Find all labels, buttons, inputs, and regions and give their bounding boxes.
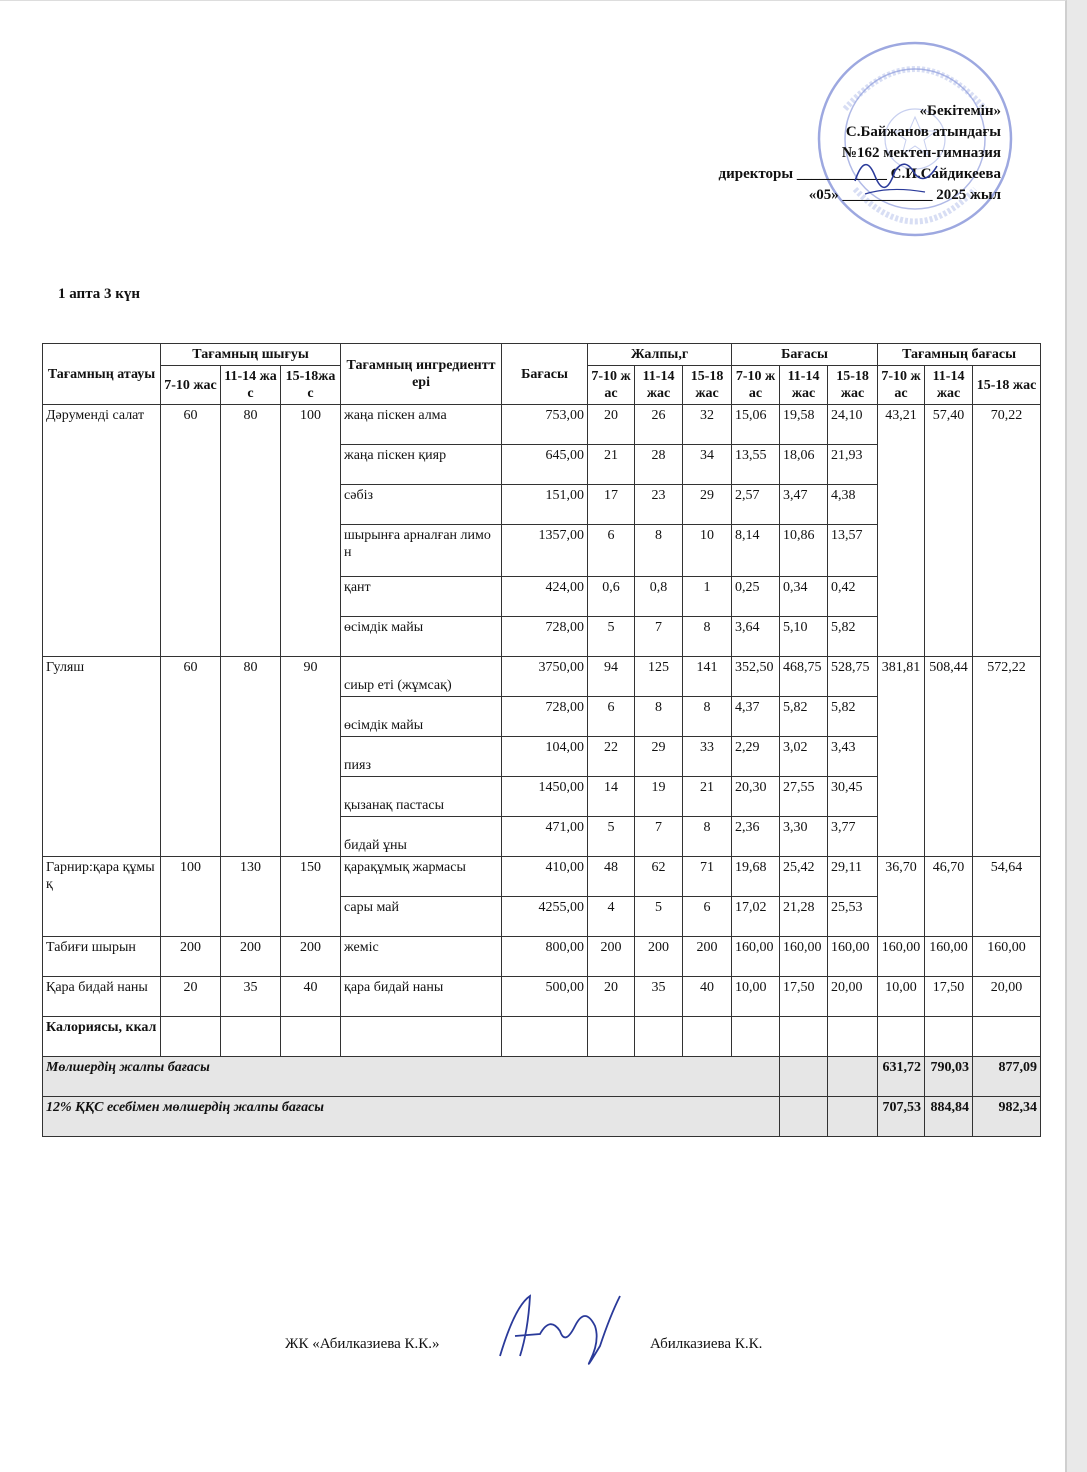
total-value: 877,09 bbox=[973, 1057, 1041, 1097]
dish-total-price: 508,44 bbox=[925, 657, 973, 857]
out-age-header: 11-14 жас bbox=[221, 366, 281, 405]
empty-cell bbox=[221, 1017, 281, 1057]
dish-output: 20 bbox=[161, 977, 221, 1017]
dish-total-price: 70,22 bbox=[973, 405, 1041, 657]
d-age-header: 7-10 жас bbox=[878, 366, 925, 405]
ingredient-cost: 0,42 bbox=[828, 577, 878, 617]
ingredient-cost: 3,30 bbox=[780, 817, 828, 857]
ingredient-cost: 468,75 bbox=[780, 657, 828, 697]
ingredient-price: 4255,00 bbox=[502, 897, 588, 937]
dish-total-price: 17,50 bbox=[925, 977, 973, 1017]
dish-output: 60 bbox=[161, 657, 221, 857]
ingredient-cost: 5,82 bbox=[828, 697, 878, 737]
ingredient-grams: 35 bbox=[635, 977, 683, 1017]
g-age-header: 15-18 жас bbox=[683, 366, 732, 405]
table-row bbox=[43, 857, 1041, 897]
empty-cell bbox=[780, 1097, 828, 1137]
dish-total-price: 36,70 bbox=[878, 857, 925, 937]
ingredient-name: өсімдік майы bbox=[341, 697, 502, 737]
dish-total-price: 160,00 bbox=[973, 937, 1041, 977]
empty-cell bbox=[828, 1097, 878, 1137]
dish-name: Гарнир:қара құмық bbox=[43, 857, 161, 937]
ingredient-grams: 94 bbox=[588, 657, 635, 697]
ingredient-grams: 125 bbox=[635, 657, 683, 697]
ingredient-cost: 160,00 bbox=[828, 937, 878, 977]
ingredient-grams: 10 bbox=[683, 525, 732, 577]
total-label: 12% ҚҚС есебімен мөлшердің жалпы бағасы bbox=[43, 1097, 780, 1137]
col-ingredients: Тағамның ингредиенттері bbox=[341, 344, 502, 405]
col-output: Тағамның шығуы bbox=[161, 344, 341, 366]
ingredient-cost: 8,14 bbox=[732, 525, 780, 577]
ingredient-cost: 10,86 bbox=[780, 525, 828, 577]
empty-cell bbox=[732, 1017, 780, 1057]
ingredient-price: 1357,00 bbox=[502, 525, 588, 577]
col-total-g: Жалпы,г bbox=[588, 344, 732, 366]
ingredient-cost: 10,00 bbox=[732, 977, 780, 1017]
accountant-signature bbox=[490, 1286, 630, 1376]
ingredient-grams: 21 bbox=[588, 445, 635, 485]
dish-output: 60 bbox=[161, 405, 221, 657]
ingredient-price: 728,00 bbox=[502, 697, 588, 737]
empty-cell bbox=[588, 1017, 635, 1057]
ingredient-grams: 6 bbox=[683, 897, 732, 937]
out-age-header: 15-18жас bbox=[281, 366, 341, 405]
dish-total-price: 54,64 bbox=[973, 857, 1041, 937]
ingredient-grams: 26 bbox=[635, 405, 683, 445]
ingredient-name: қара бидай наны bbox=[341, 977, 502, 1017]
ingredient-cost: 18,06 bbox=[780, 445, 828, 485]
ingredient-price: 753,00 bbox=[502, 405, 588, 445]
ingredient-grams: 17 bbox=[588, 485, 635, 525]
ingredient-grams: 0,8 bbox=[635, 577, 683, 617]
ingredient-grams: 1 bbox=[683, 577, 732, 617]
ingredient-grams: 62 bbox=[635, 857, 683, 897]
ingredient-grams: 7 bbox=[635, 617, 683, 657]
ingredient-cost: 3,47 bbox=[780, 485, 828, 525]
menu-table bbox=[42, 343, 1041, 1137]
ingredient-price: 104,00 bbox=[502, 737, 588, 777]
ingredient-price: 800,00 bbox=[502, 937, 588, 977]
p-age-header: 7-10 жас bbox=[732, 366, 780, 405]
ingredient-cost: 13,57 bbox=[828, 525, 878, 577]
total-value: 982,34 bbox=[973, 1097, 1041, 1137]
ingredient-cost: 3,43 bbox=[828, 737, 878, 777]
ingredient-cost: 3,64 bbox=[732, 617, 780, 657]
col-dish-name: Тағамның атауы bbox=[43, 344, 161, 405]
ingredient-grams: 200 bbox=[588, 937, 635, 977]
ingredient-cost: 4,38 bbox=[828, 485, 878, 525]
ingredient-price: 645,00 bbox=[502, 445, 588, 485]
director-signature bbox=[845, 146, 945, 206]
approval-school-number: №162 мектеп-гимназия bbox=[841, 145, 1001, 161]
approval-director: директоры ____________ С.И.Сайдикеева bbox=[718, 166, 1001, 182]
ingredient-grams: 20 bbox=[588, 405, 635, 445]
empty-cell bbox=[828, 1057, 878, 1097]
ingredient-grams: 33 bbox=[683, 737, 732, 777]
total-value: 790,03 bbox=[925, 1057, 973, 1097]
ingredient-cost: 13,55 bbox=[732, 445, 780, 485]
dish-total-price: 10,00 bbox=[878, 977, 925, 1017]
ingredient-grams: 71 bbox=[683, 857, 732, 897]
empty-cell bbox=[828, 1017, 878, 1057]
ingredient-grams: 200 bbox=[683, 937, 732, 977]
dish-total-price: 43,21 bbox=[878, 405, 925, 657]
col-price-group: Бағасы bbox=[732, 344, 878, 366]
ingredient-grams: 8 bbox=[683, 617, 732, 657]
empty-cell bbox=[281, 1017, 341, 1057]
ingredient-cost: 25,42 bbox=[780, 857, 828, 897]
total-value: 707,53 bbox=[878, 1097, 925, 1137]
dish-name: Дәруменді салат bbox=[43, 405, 161, 657]
ingredient-cost: 19,68 bbox=[732, 857, 780, 897]
ingredient-grams: 5 bbox=[588, 817, 635, 857]
ingredient-price: 424,00 bbox=[502, 577, 588, 617]
ingredient-grams: 29 bbox=[635, 737, 683, 777]
footer-company: ЖК «Абилказиева К.К.» bbox=[285, 1336, 440, 1352]
ingredient-grams: 5 bbox=[588, 617, 635, 657]
ingredient-grams: 14 bbox=[588, 777, 635, 817]
ingredient-price: 471,00 bbox=[502, 817, 588, 857]
dish-name: Табиғи шырын bbox=[43, 937, 161, 977]
dish-total-price: 46,70 bbox=[925, 857, 973, 937]
ingredient-name: жеміс bbox=[341, 937, 502, 977]
dish-total-price: 160,00 bbox=[925, 937, 973, 977]
ingredient-grams: 200 bbox=[635, 937, 683, 977]
total-row bbox=[43, 1097, 1041, 1137]
empty-cell bbox=[683, 1017, 732, 1057]
ingredient-price: 728,00 bbox=[502, 617, 588, 657]
ingredient-grams: 6 bbox=[588, 525, 635, 577]
empty-cell bbox=[878, 1017, 925, 1057]
calories-label: Калориясы, ккал bbox=[43, 1017, 161, 1057]
d-age-header: 11-14 жас bbox=[925, 366, 973, 405]
dish-total-price: 57,40 bbox=[925, 405, 973, 657]
dish-output: 100 bbox=[161, 857, 221, 937]
out-age-header: 7-10 жас bbox=[161, 366, 221, 405]
dish-total-price: 381,81 bbox=[878, 657, 925, 857]
ingredient-cost: 352,50 bbox=[732, 657, 780, 697]
dish-output: 200 bbox=[281, 937, 341, 977]
ingredient-cost: 160,00 bbox=[732, 937, 780, 977]
ingredient-grams: 141 bbox=[683, 657, 732, 697]
ingredient-cost: 2,29 bbox=[732, 737, 780, 777]
ingredient-cost: 29,11 bbox=[828, 857, 878, 897]
ingredient-cost: 24,10 bbox=[828, 405, 878, 445]
col-price: Бағасы bbox=[502, 344, 588, 405]
ingredient-cost: 2,36 bbox=[732, 817, 780, 857]
empty-cell bbox=[973, 1017, 1041, 1057]
dish-output: 90 bbox=[281, 657, 341, 857]
ingredient-name: пияз bbox=[341, 737, 502, 777]
ingredient-name: сәбіз bbox=[341, 485, 502, 525]
week-day-label: 1 апта 3 күн bbox=[58, 286, 141, 302]
ingredient-grams: 23 bbox=[635, 485, 683, 525]
approval-school: С.Байжанов атындағы bbox=[845, 124, 1001, 140]
footer-name: Абилказиева К.К. bbox=[650, 1336, 763, 1352]
ingredient-grams: 7 bbox=[635, 817, 683, 857]
empty-cell bbox=[925, 1017, 973, 1057]
empty-cell bbox=[341, 1017, 502, 1057]
ingredient-grams: 21 bbox=[683, 777, 732, 817]
p-age-header: 15-18 жас bbox=[828, 366, 878, 405]
ingredient-cost: 0,25 bbox=[732, 577, 780, 617]
total-row bbox=[43, 1057, 1041, 1097]
ingredient-cost: 5,82 bbox=[780, 697, 828, 737]
dish-output: 200 bbox=[161, 937, 221, 977]
ingredient-cost: 160,00 bbox=[780, 937, 828, 977]
approval-title: «Бекітемін» bbox=[919, 103, 1001, 119]
g-age-header: 7-10 жас bbox=[588, 366, 635, 405]
ingredient-cost: 2,57 bbox=[732, 485, 780, 525]
ingredient-grams: 22 bbox=[588, 737, 635, 777]
ingredient-price: 410,00 bbox=[502, 857, 588, 897]
dish-output: 80 bbox=[221, 657, 281, 857]
ingredient-price: 3750,00 bbox=[502, 657, 588, 697]
dish-total-price: 572,22 bbox=[973, 657, 1041, 857]
ingredient-cost: 3,77 bbox=[828, 817, 878, 857]
dish-total-price: 20,00 bbox=[973, 977, 1041, 1017]
ingredient-grams: 48 bbox=[588, 857, 635, 897]
ingredient-cost: 528,75 bbox=[828, 657, 878, 697]
ingredient-name: жаңа піскен алма bbox=[341, 405, 502, 445]
ingredient-grams: 5 bbox=[635, 897, 683, 937]
table-row bbox=[43, 657, 1041, 697]
ingredient-price: 1450,00 bbox=[502, 777, 588, 817]
ingredient-grams: 0,6 bbox=[588, 577, 635, 617]
ingredient-name: қызанақ пастасы bbox=[341, 777, 502, 817]
ingredient-name: қарақұмық жармасы bbox=[341, 857, 502, 897]
ingredient-cost: 15,06 bbox=[732, 405, 780, 445]
ingredient-cost: 4,37 bbox=[732, 697, 780, 737]
dish-output: 40 bbox=[281, 977, 341, 1017]
dish-output: 150 bbox=[281, 857, 341, 937]
dish-output: 35 bbox=[221, 977, 281, 1017]
table-row bbox=[43, 937, 1041, 977]
d-age-header: 15-18 жас bbox=[973, 366, 1041, 405]
ingredient-name: сиыр еті (жұмсақ) bbox=[341, 657, 502, 697]
g-age-header: 11-14 жас bbox=[635, 366, 683, 405]
total-value: 631,72 bbox=[878, 1057, 925, 1097]
ingredient-grams: 34 bbox=[683, 445, 732, 485]
empty-cell bbox=[780, 1057, 828, 1097]
approval-date: «05» ____________ 2025 жыл bbox=[808, 187, 1001, 203]
dish-name: Гуляш bbox=[43, 657, 161, 857]
ingredient-name: шырынға арналған лимон bbox=[341, 525, 502, 577]
p-age-header: 11-14 жас bbox=[780, 366, 828, 405]
empty-cell bbox=[635, 1017, 683, 1057]
ingredient-grams: 40 bbox=[683, 977, 732, 1017]
empty-cell bbox=[161, 1017, 221, 1057]
ingredient-grams: 8 bbox=[635, 697, 683, 737]
dish-output: 130 bbox=[221, 857, 281, 937]
dish-output: 80 bbox=[221, 405, 281, 657]
table-row bbox=[43, 405, 1041, 445]
dish-name: Қара бидай наны bbox=[43, 977, 161, 1017]
ingredient-price: 151,00 bbox=[502, 485, 588, 525]
ingredient-cost: 3,02 bbox=[780, 737, 828, 777]
ingredient-cost: 0,34 bbox=[780, 577, 828, 617]
dish-output: 100 bbox=[281, 405, 341, 657]
ingredient-cost: 21,28 bbox=[780, 897, 828, 937]
ingredient-cost: 25,53 bbox=[828, 897, 878, 937]
ingredient-name: өсімдік майы bbox=[341, 617, 502, 657]
ingredient-grams: 28 bbox=[635, 445, 683, 485]
ingredient-cost: 17,50 bbox=[780, 977, 828, 1017]
dish-output: 200 bbox=[221, 937, 281, 977]
ingredient-cost: 5,82 bbox=[828, 617, 878, 657]
ingredient-grams: 8 bbox=[635, 525, 683, 577]
ingredient-cost: 20,00 bbox=[828, 977, 878, 1017]
ingredient-grams: 8 bbox=[683, 697, 732, 737]
col-dish-price: Тағамның бағасы bbox=[878, 344, 1041, 366]
ingredient-price: 500,00 bbox=[502, 977, 588, 1017]
ingredient-grams: 19 bbox=[635, 777, 683, 817]
empty-cell bbox=[780, 1017, 828, 1057]
ingredient-grams: 8 bbox=[683, 817, 732, 857]
ingredient-name: қант bbox=[341, 577, 502, 617]
ingredient-cost: 19,58 bbox=[780, 405, 828, 445]
ingredient-grams: 20 bbox=[588, 977, 635, 1017]
total-label: Мөлшердің жалпы бағасы bbox=[43, 1057, 780, 1097]
ingredient-name: бидай ұны bbox=[341, 817, 502, 857]
ingredient-cost: 27,55 bbox=[780, 777, 828, 817]
empty-cell bbox=[502, 1017, 588, 1057]
dish-total-price: 160,00 bbox=[878, 937, 925, 977]
ingredient-grams: 32 bbox=[683, 405, 732, 445]
ingredient-grams: 29 bbox=[683, 485, 732, 525]
ingredient-name: сары май bbox=[341, 897, 502, 937]
ingredient-grams: 4 bbox=[588, 897, 635, 937]
calories-row bbox=[43, 1017, 1041, 1057]
ingredient-cost: 20,30 bbox=[732, 777, 780, 817]
total-value: 884,84 bbox=[925, 1097, 973, 1137]
ingredient-cost: 30,45 bbox=[828, 777, 878, 817]
ingredient-cost: 21,93 bbox=[828, 445, 878, 485]
table-row bbox=[43, 977, 1041, 1017]
ingredient-cost: 17,02 bbox=[732, 897, 780, 937]
ingredient-name: жаңа піскен қияр bbox=[341, 445, 502, 485]
ingredient-grams: 6 bbox=[588, 697, 635, 737]
ingredient-cost: 5,10 bbox=[780, 617, 828, 657]
